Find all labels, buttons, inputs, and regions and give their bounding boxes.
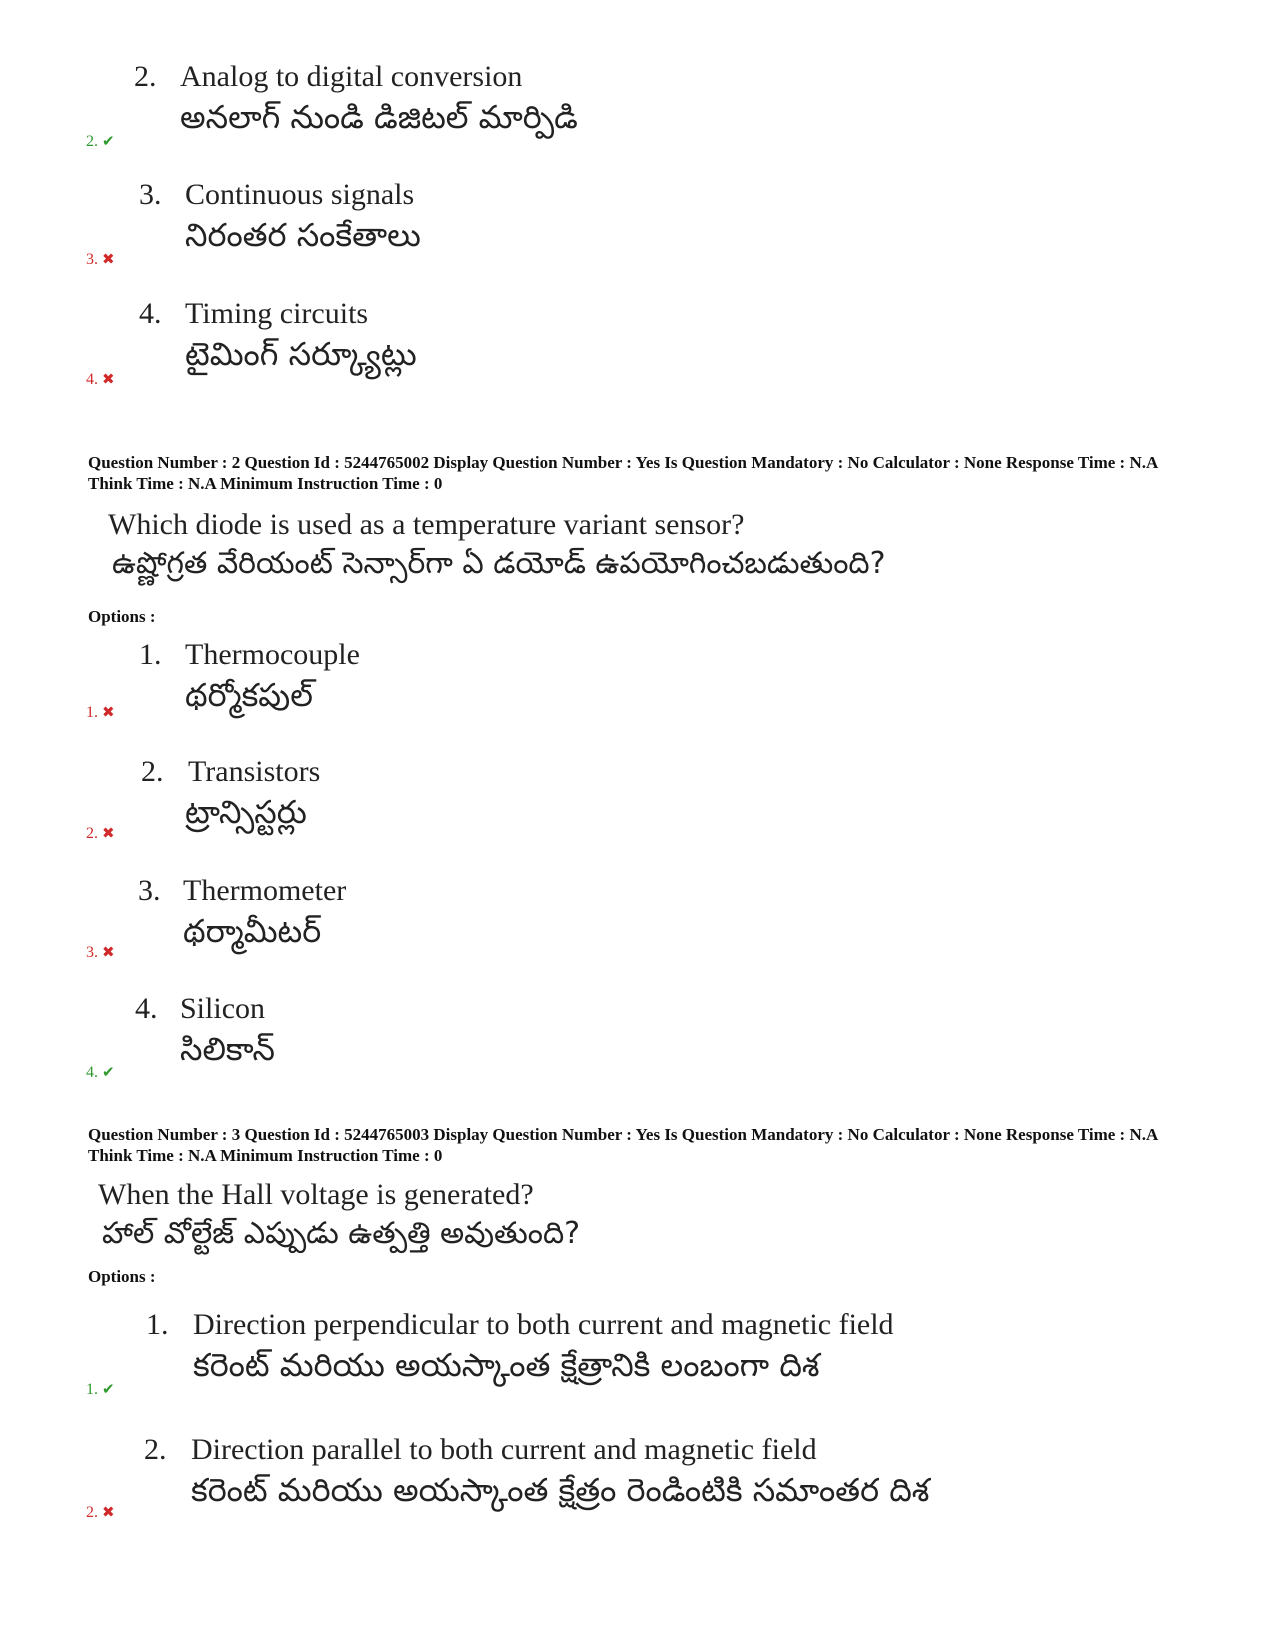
question-meta: Question Number : 2 Question Id : 5244765002 Display Question Number : Yes Is Question Mandatory : No Calculator : None Response Time : N.A Think Time : N.A Minimum Instruction Time : 0 bbox=[88, 453, 1158, 493]
option-text-te: సిలికాన్ bbox=[180, 1030, 275, 1068]
cross-icon: ✖ bbox=[102, 372, 115, 388]
option-number: 4. bbox=[139, 297, 162, 330]
answer-marker: 4. ✔ bbox=[86, 1064, 115, 1081]
option-text-te: కరెంట్ మరియు అయస్కాంత క్షేత్రానికి లంబంగా దిశ bbox=[193, 1346, 820, 1384]
option-text-te: అనలాగ్ నుండి డిజిటల్ మార్పిడి bbox=[180, 98, 578, 136]
cross-icon: ✖ bbox=[102, 826, 115, 842]
option-number: 2. bbox=[141, 755, 164, 788]
option-text-te: ట్రాన్సిస్టర్లు bbox=[185, 793, 307, 831]
option-text-en: Timing circuits bbox=[185, 297, 369, 330]
option-number: 1. bbox=[146, 1308, 169, 1341]
option-text-te: కరెంట్ మరియు అయస్కాంత క్షేత్రం రెండింటికి సమాంతర దిశ bbox=[191, 1471, 930, 1509]
option-number: 4. bbox=[135, 992, 158, 1025]
option-number: 2. bbox=[134, 60, 157, 93]
option-text-te: థర్మామీటర్ bbox=[183, 912, 322, 950]
answer-marker: 4. ✖ bbox=[86, 371, 115, 388]
answer-marker: 1. ✔ bbox=[86, 1381, 115, 1398]
option-text-en: Direction perpendicular to both current and magnetic field bbox=[193, 1308, 894, 1341]
answer-marker: 2. ✖ bbox=[86, 825, 115, 842]
answer-marker: 1. ✖ bbox=[86, 704, 115, 721]
check-icon: ✔ bbox=[102, 1382, 115, 1398]
option-text-en: Silicon bbox=[180, 992, 266, 1025]
option-number: 1. bbox=[139, 638, 162, 671]
option-number: 3. bbox=[138, 874, 161, 907]
check-icon: ✔ bbox=[102, 1065, 115, 1081]
option-text-en: Thermometer bbox=[183, 874, 347, 907]
option-text-en: Analog to digital conversion bbox=[180, 60, 523, 93]
option-text-te: టైమింగ్ సర్క్యూట్లు bbox=[185, 335, 417, 373]
answer-marker: 2. ✔ bbox=[86, 133, 115, 150]
option-number: 3. bbox=[139, 178, 162, 211]
question-text-en: When the Hall voltage is generated? bbox=[98, 1178, 534, 1211]
question-text-en: Which diode is used as a temperature variant sensor? bbox=[108, 508, 745, 541]
cross-icon: ✖ bbox=[102, 252, 115, 268]
question-meta: Question Number : 3 Question Id : 5244765003 Display Question Number : Yes Is Question Mandatory : No Calculator : None Response Time : N.A Think Time : N.A Minimum Instruction Time : 0 bbox=[88, 1125, 1158, 1165]
cross-icon: ✖ bbox=[102, 705, 115, 721]
answer-marker: 3. ✖ bbox=[86, 251, 115, 268]
option-text-en: Continuous signals bbox=[185, 178, 415, 211]
option-text-te: నిరంతర సంకేతాలు bbox=[185, 216, 421, 254]
options-label: Options : bbox=[88, 1267, 156, 1286]
option-text-te: థర్మోకపుల్ bbox=[185, 676, 313, 714]
answer-marker: 3. ✖ bbox=[86, 944, 115, 961]
question-text-te: ఉష్ణోగ్రత వేరియంట్ సెన్సార్‌గా ఏ డయోడ్ ఉపయోగించబడుతుంది? bbox=[112, 546, 886, 581]
cross-icon: ✖ bbox=[102, 1505, 115, 1521]
cross-icon: ✖ bbox=[102, 945, 115, 961]
check-icon: ✔ bbox=[102, 134, 115, 150]
option-number: 2. bbox=[144, 1433, 167, 1466]
option-text-en: Thermocouple bbox=[185, 638, 360, 671]
option-text-en: Transistors bbox=[188, 755, 321, 788]
question-text-te: హాల్ వోల్టేజ్ ఎప్పుడు ఉత్పత్తి అవుతుంది? bbox=[102, 1216, 581, 1251]
answer-marker: 2. ✖ bbox=[86, 1504, 115, 1521]
options-label: Options : bbox=[88, 607, 156, 626]
option-text-en: Direction parallel to both current and magnetic field bbox=[191, 1433, 817, 1466]
